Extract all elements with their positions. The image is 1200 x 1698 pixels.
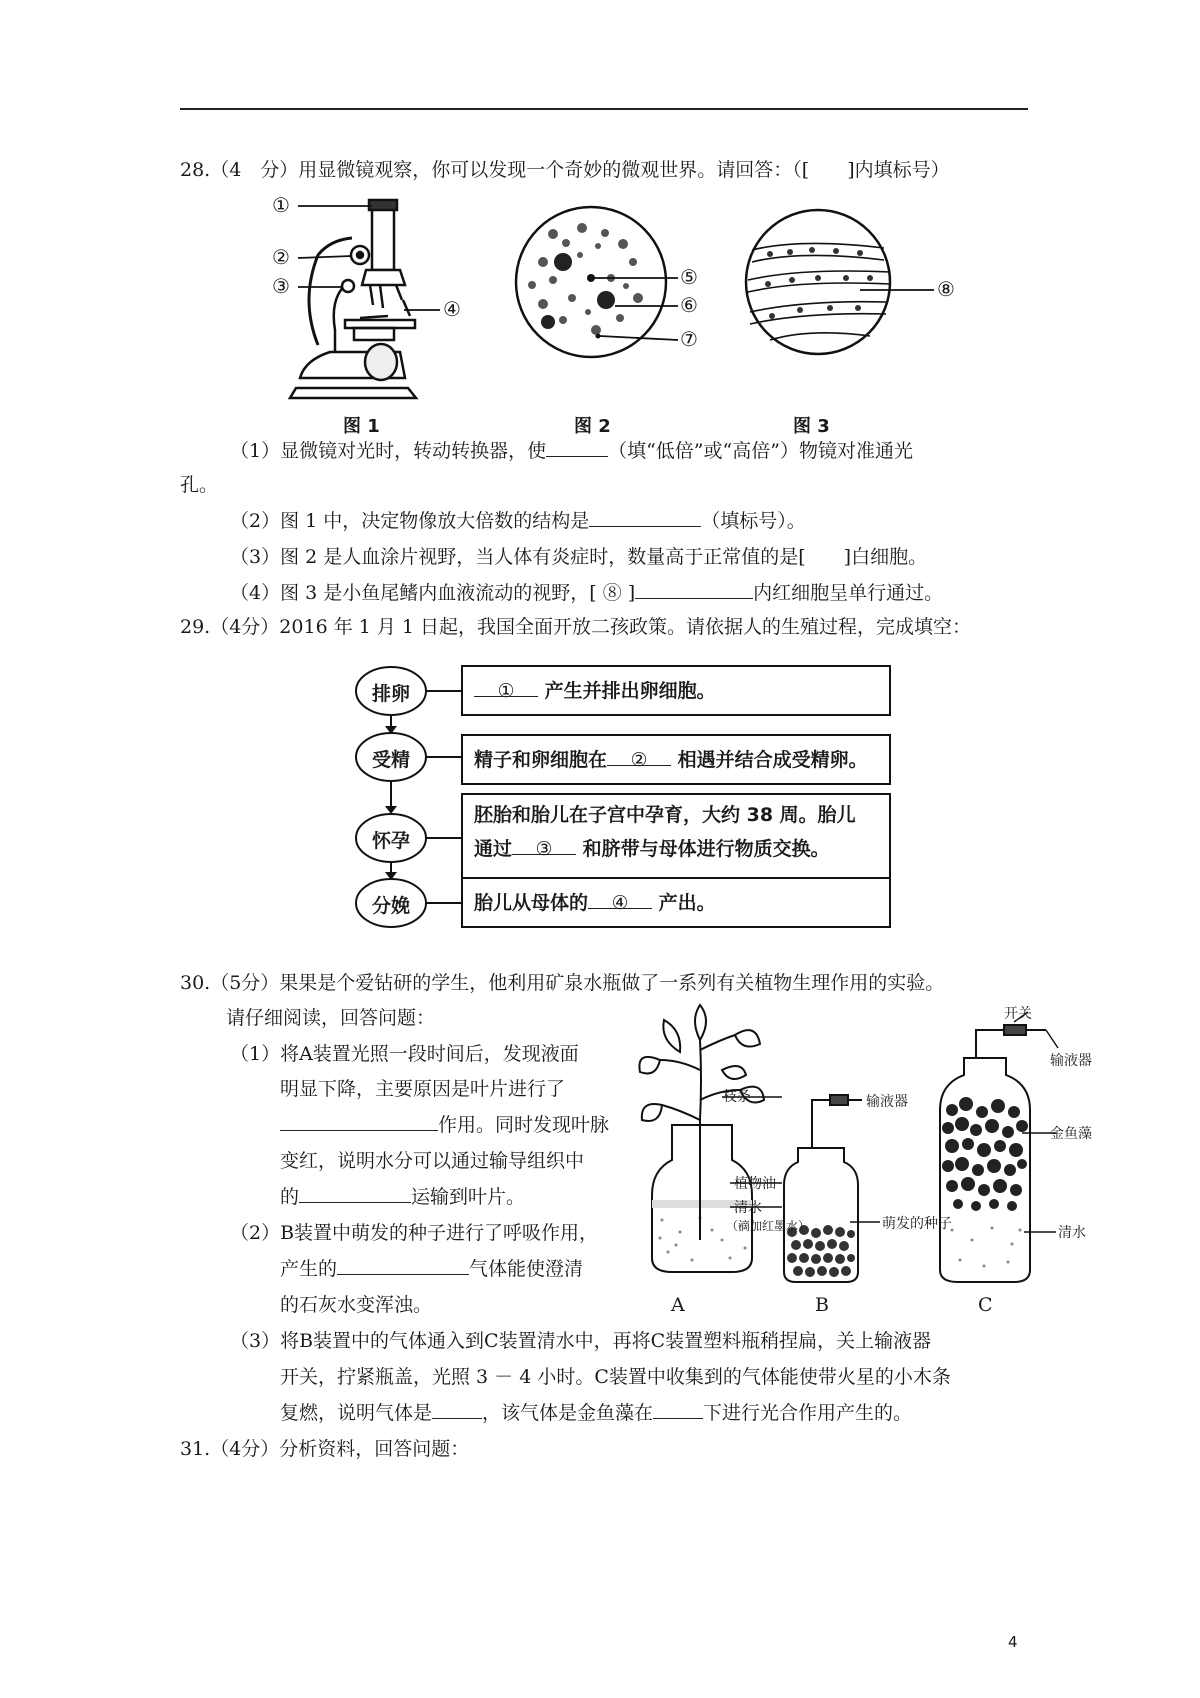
marker-8: ⑧ <box>937 277 955 301</box>
q30-sub1-line4: 变红，说明水分可以通过输导组织中 <box>280 1150 585 1172</box>
marker-5: ⑤ <box>680 265 698 289</box>
flow-box-1-label: 产生并排出卵细胞。 <box>544 680 716 702</box>
label-infusion-b: 输液器 <box>866 1094 908 1110</box>
q30-header: 30.（5分）果果是个爱钻研的学生，他利用矿泉水瓶做了一系列有关植物生理作用的实验。 <box>180 972 945 994</box>
label-oil: 植物油 <box>734 1176 776 1192</box>
stage-delivery: 分娩 <box>371 895 410 917</box>
label-bottle-c: C <box>978 1294 993 1316</box>
stage-pregnancy: 怀孕 <box>371 830 410 852</box>
q30-sub2-line2-text-b: 气体能使澄清 <box>469 1258 584 1280</box>
label-seeds: 萌发的种子 <box>882 1216 952 1232</box>
q30-sub2-line3: 的石灰水变浑浊。 <box>280 1294 433 1316</box>
fig3-caption: 图 3 <box>793 416 830 437</box>
q30-sub1-line1: （1）将A装置光照一段时间后，发现液面 <box>230 1043 579 1065</box>
q30-sub1-line5-text-b: 运输到叶片。 <box>411 1186 526 1208</box>
q28-sub2-text-a: （2）图 1 中，决定物像放大倍数的结构是 <box>230 510 590 532</box>
q28-header: 28.（4 分）用显微镜观察，你可以发现一个奇妙的微观世界。请回答：（[ ]内填标号） <box>180 159 950 181</box>
label-water-a-note: （滴加红墨水） <box>726 1219 811 1233</box>
q30-sub1-line3-text: 作用。同时发现叶脉 <box>438 1114 610 1136</box>
marker-1: ① <box>272 193 290 217</box>
q28-sub1-cont: 孔。 <box>180 474 219 496</box>
stage-fertilization: 受精 <box>371 749 410 771</box>
q30-sub1-line5-text-a: 的 <box>280 1186 300 1208</box>
label-branch: 枝条 <box>723 1089 751 1105</box>
label-switch: 开关 <box>1004 1006 1032 1022</box>
q30-sub3-line1: （3）将B装置中的气体通入到C装置清水中，再将C装置塑料瓶稍捏扁，关上输液器 <box>230 1330 932 1352</box>
q30-sub3-line3-text-b: ，该气体是金鱼藻在 <box>482 1402 654 1424</box>
q28-sub2-text-b: （填标号）。 <box>701 510 806 532</box>
q30-sub2-line2-text-a: 产生的 <box>280 1258 338 1280</box>
q28-sub3: （3）图 2 是人血涂片视野，当人体有炎症时，数量高于正常值的是[ ]白细胞。 <box>230 546 928 568</box>
q30-sub3-line3-text-a: 复燃，说明气体是 <box>280 1402 433 1424</box>
stage-ovulation: 排卵 <box>371 683 410 705</box>
marker-4: ④ <box>443 297 461 321</box>
flow-blank-1[interactable]: ① <box>474 676 538 697</box>
q30-sub1-line2: 明显下降，主要原因是叶片进行了 <box>280 1078 566 1100</box>
label-water-a: 清水 <box>734 1200 762 1216</box>
q30-sub3-line3-text-c: 下进行光合作用产生的。 <box>703 1402 913 1424</box>
flow-box-3-label-b: 和脐带与母体进行物质交换。 <box>582 838 830 860</box>
fig2-caption: 图 2 <box>574 416 611 437</box>
q28-sub4-text-a: （4）图 3 是小鱼尾鳍内血液流动的视野，[ ⑧ ] <box>230 582 636 604</box>
marker-2: ② <box>272 245 290 269</box>
q30-intro: 请仔细阅读，回答问题： <box>226 1007 436 1029</box>
bottle-b <box>784 1095 862 1282</box>
label-bottle-a: A <box>671 1294 685 1316</box>
label-water-c: 清水 <box>1058 1225 1086 1241</box>
flow-blank-3[interactable]: ③ <box>512 834 576 855</box>
flow-box-2-label-b: 相遇并结合成受精卵。 <box>677 749 868 771</box>
q28-sub1-text-a: （1）显微镜对光时，转动转换器，使 <box>230 440 547 462</box>
q30-sub3-line2: 开关，拧紧瓶盖，光照 3 － 4 小时。C装置中收集到的气体能使带火星的小木条 <box>280 1366 951 1388</box>
flow-box-4-label-b: 产出。 <box>658 892 716 914</box>
flow-box-2-label-a: 精子和卵细胞在 <box>474 749 608 771</box>
q29-header: 29.（4分）2016 年 1 月 1 日起，我国全面开放二孩政策。请依据人的生殖过程，完成填空： <box>180 616 972 638</box>
q28-sub1-text-b: （填“低倍”或“高倍”）物镜对准通光 <box>608 440 913 462</box>
marker-6: ⑥ <box>680 293 698 317</box>
marker-3: ③ <box>272 274 290 298</box>
q28-sub4-text-b: 内红细胞呈单行通过。 <box>753 582 944 604</box>
flow-box-3-line1: 胚胎和胎儿在子宫中孕育，大约 38 周。胎儿 <box>474 804 856 826</box>
marker-7: ⑦ <box>680 327 698 351</box>
flow-box-3-label-a: 通过 <box>474 838 513 860</box>
bottle-c <box>940 1025 1046 1282</box>
flow-box-4-label-a: 胎儿从母体的 <box>474 892 589 914</box>
flow-blank-2[interactable]: ② <box>607 745 671 766</box>
label-infusion-c: 输液器 <box>1050 1053 1092 1069</box>
label-bottle-b: B <box>815 1294 829 1316</box>
q30-sub2-line1: （2）B装置中萌发的种子进行了呼吸作用， <box>230 1222 599 1244</box>
flow-blank-4[interactable]: ④ <box>588 888 652 909</box>
fig1-caption: 图 1 <box>343 416 380 437</box>
q31-header: 31.（4分）分析资料，回答问题： <box>180 1438 470 1460</box>
label-algae: 金鱼藻 <box>1050 1126 1092 1142</box>
page-number: 4 <box>1008 1633 1018 1651</box>
